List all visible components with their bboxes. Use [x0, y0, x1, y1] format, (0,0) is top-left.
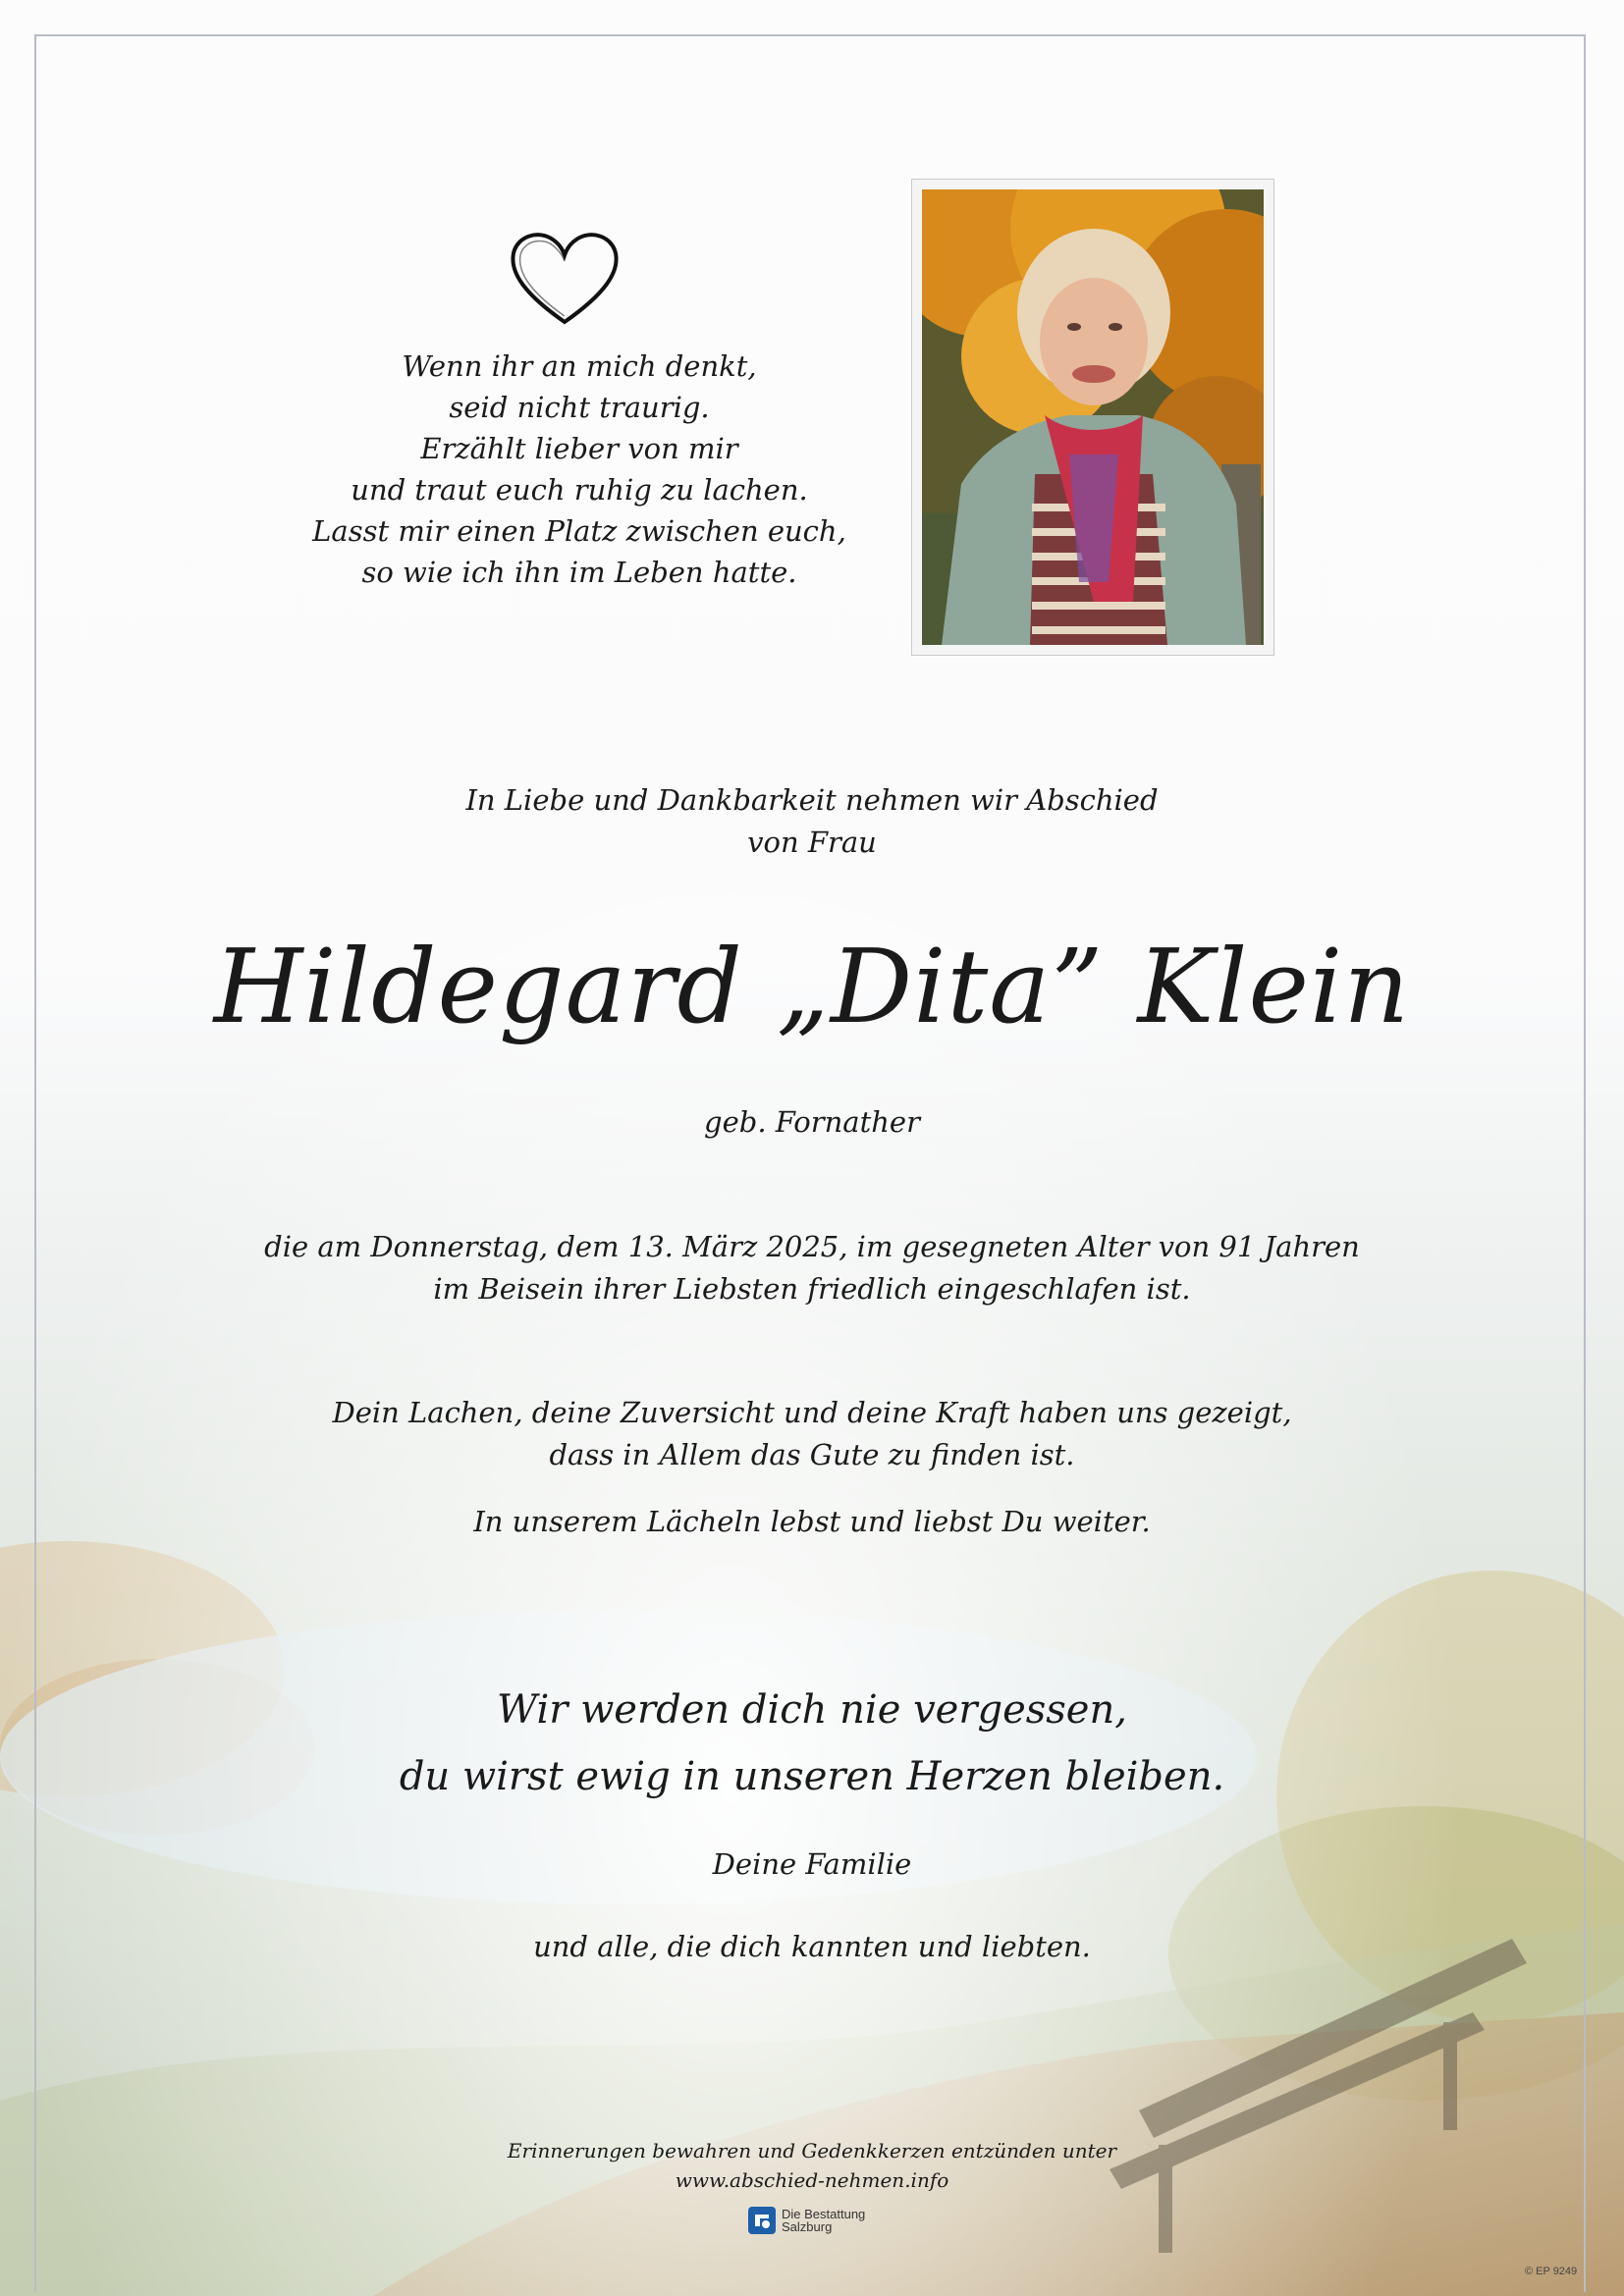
- tribute-line: dass in Allem das Gute zu finden ist.: [549, 1438, 1075, 1471]
- closing-line: Wir werden dich nie vergessen,: [497, 1687, 1127, 1733]
- portrait-photo: [922, 189, 1264, 645]
- memorial-website[interactable]: www.abschied-nehmen.info: [675, 2168, 949, 2192]
- signature-family: Deine Familie: [712, 1847, 912, 1881]
- death-notice-line: im Beisein ihrer Liebsten friedlich eingeschlafen ist.: [433, 1272, 1191, 1306]
- print-code: © EP 9249: [1525, 2266, 1578, 2277]
- signature-others: und alle, die dich kannten und liebten.: [533, 1930, 1091, 1963]
- bestattung-logo-icon: [748, 2207, 776, 2234]
- logo-line: Die Bestattung: [782, 2207, 866, 2221]
- poem-line: Wenn ihr an mich denkt,: [402, 349, 757, 383]
- farewell-intro: [321, 779, 1303, 864]
- tribute-line: Dein Lachen, deine Zuversicht und deine Kraft haben uns gezeigt,: [332, 1396, 1292, 1429]
- poem: [245, 346, 913, 593]
- poem-line: Erzählt lieber von mir: [420, 432, 738, 465]
- farewell-line: In Liebe und Dankbarkeit nehmen wir Abschied: [465, 783, 1159, 817]
- logo-line: Salzburg: [782, 2219, 833, 2234]
- tribute-smile: In unserem Lächeln lebst und liebst Du weiter.: [473, 1505, 1151, 1538]
- closing-verse: [223, 1677, 1401, 1810]
- deceased-name: Hildegard „Dita” Klein: [213, 927, 1411, 1046]
- poem-line: so wie ich ihn im Leben hatte.: [361, 556, 797, 589]
- poem-line: seid nicht traurig.: [449, 391, 710, 424]
- memorial-footer: [370, 2136, 1254, 2195]
- farewell-line: von Frau: [747, 826, 877, 859]
- poem-line: und traut euch ruhig zu lachen.: [351, 473, 808, 507]
- heart-icon: [506, 226, 623, 329]
- memorial-text: Erinnerungen bewahren und Gedenkkerzen entzünden unter: [507, 2139, 1117, 2163]
- tribute: [223, 1392, 1401, 1476]
- closing-line: du wirst ewig in unseren Herzen bleiben.: [399, 1754, 1225, 1799]
- death-notice-line: die am Donnerstag, dem 13. März 2025, im gesegneten Alter von 91 Jahren: [264, 1230, 1360, 1263]
- maiden-name: geb. Fornather: [704, 1105, 920, 1139]
- bestattung-logo: [748, 2205, 865, 2236]
- portrait-frame: [911, 179, 1274, 656]
- death-notice: [174, 1226, 1450, 1310]
- poem-line: Lasst mir einen Platz zwischen euch,: [312, 514, 846, 548]
